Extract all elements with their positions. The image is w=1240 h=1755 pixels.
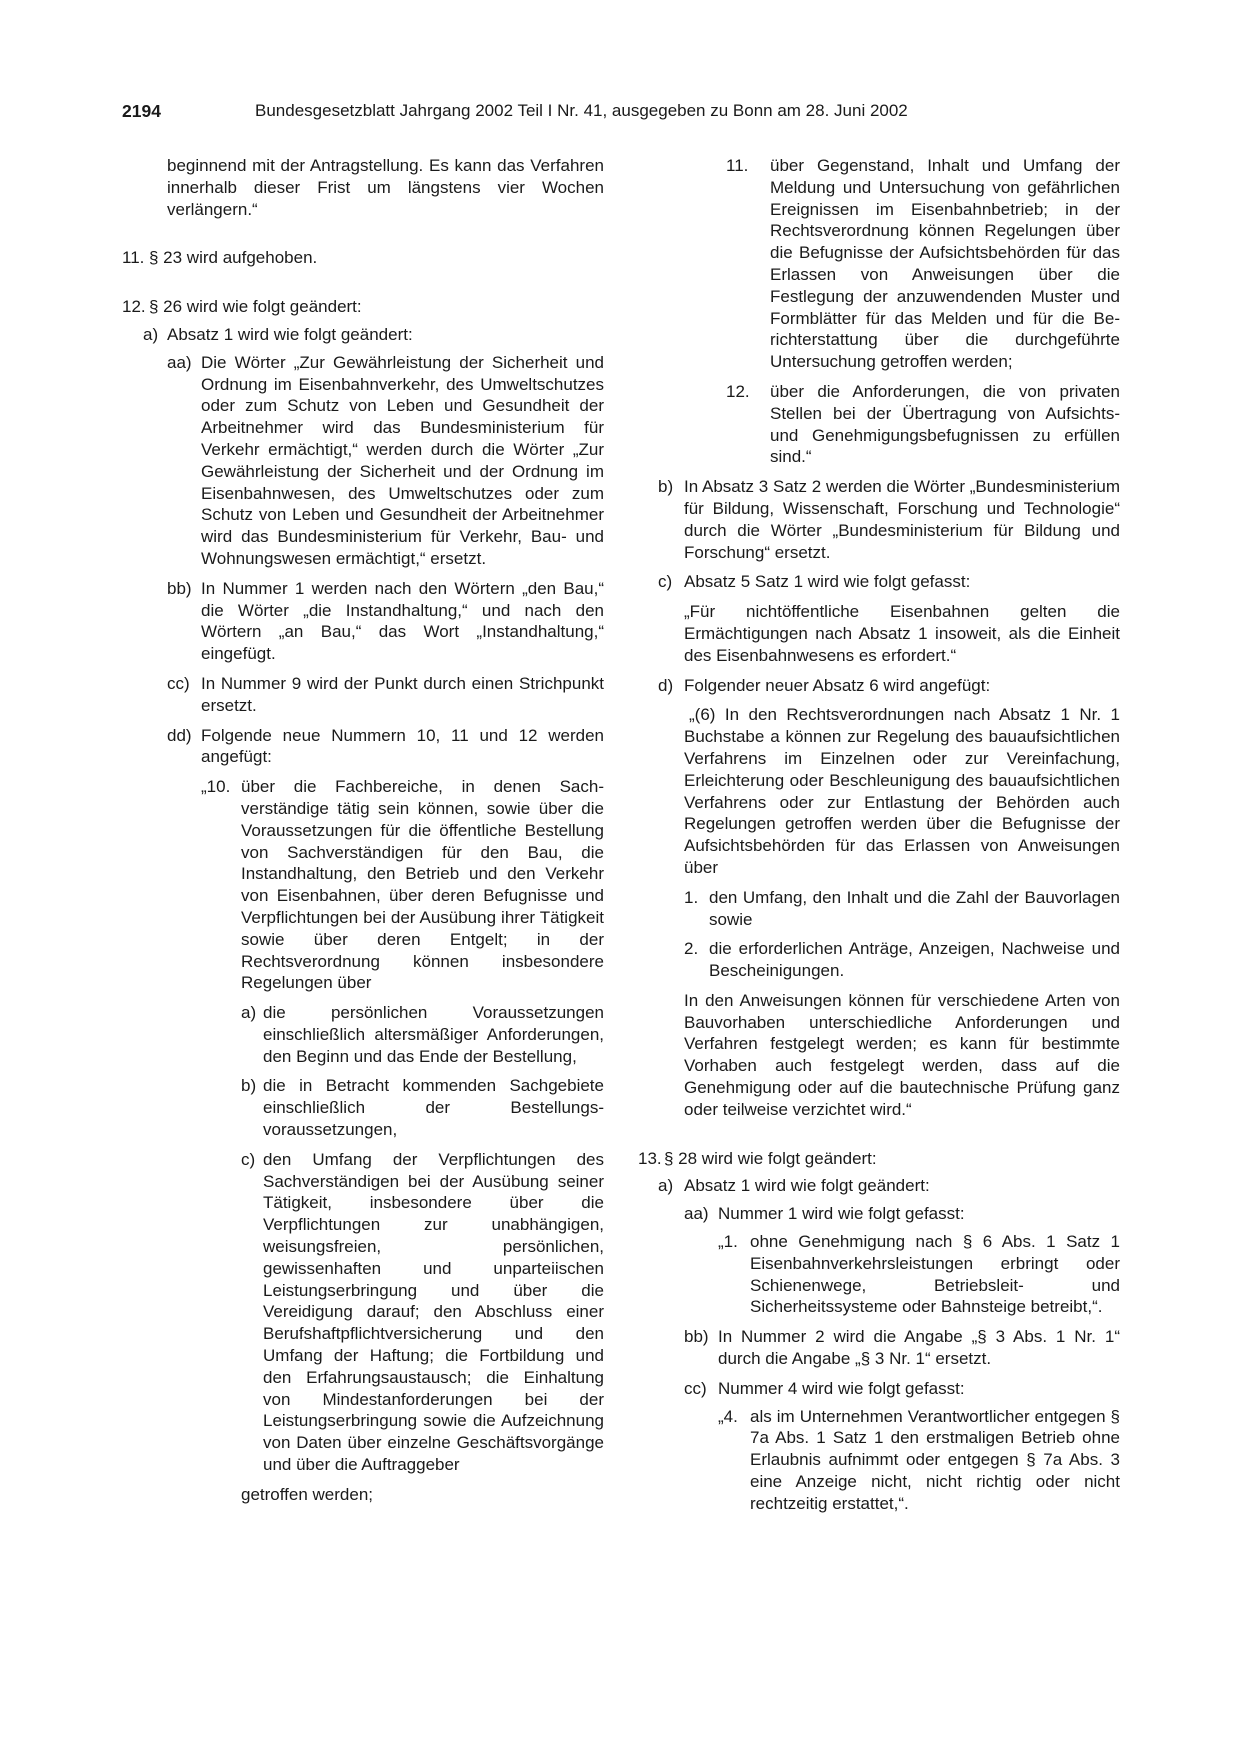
sub-item-a — [658, 1175, 1120, 1197]
number-10-closing: getroffen werden; — [241, 1484, 373, 1504]
item-letter: b) — [241, 1076, 257, 1096]
item-letter: aa) — [684, 1204, 709, 1224]
list-item-11 — [122, 247, 604, 269]
item-text: die erforderlichen Anträge, Anzeigen, Nachweise und Bescheinigungen. — [709, 939, 1120, 981]
item-number: 11. — [122, 248, 145, 268]
sub-item-dd — [167, 725, 604, 769]
number-10-c — [241, 1149, 604, 1476]
item-text: § 23 wird aufgehoben. — [149, 248, 318, 268]
item-number: 12. — [122, 297, 146, 317]
item-text: In Nummer 1 werden nach den Wörtern „den Bau,“ die Wörter „die Instandhaltung,“ und nach den Wörtern „an Bau,“ das Wort „Instandhaltung,“ eingefügt. — [201, 578, 604, 664]
item-text: die persönlichen Voraussetzungen einschließlich altersmäßiger Anforderungen, den Beginn und das Ende der Bestellung, — [263, 1003, 604, 1066]
page-header — [122, 101, 1122, 125]
sub-item-cc — [684, 1378, 1120, 1400]
item-number: 12. — [726, 381, 750, 401]
item-text: über Gegenstand, Inhalt und Umfang der Meldung und Untersuchung von gefährlichen Ereignissen im Eisenbahnbetrieb; in der Rechtsverordnung können Regelungen über die Befugnisse der Aufsichtsbehörden für das Erlassen von Anweisungen über die Festlegung der anzuwendenden Muster und Formblätter für das Melden und für die Berichterstattung über die durchgeführte Untersuchung getroffen werden; — [770, 156, 1120, 372]
item-letter: c) — [658, 572, 673, 592]
header-title: Bundesgesetzblatt Jahrgang 2002 Teil I Nr. 41, ausgegeben zu Bonn am 28. Juni 2002 — [255, 101, 908, 120]
item-number: „10. — [201, 777, 231, 797]
item-text: Die Wörter „Zur Gewährleistung der Sicherheit und Ordnung im Eisenbahnverkehr, des Umweltschutzes oder zum Schutz von Leben und Gesundheit der Arbeitnehmer wird das Bundesministerium für Verkehr ermächtigt,“ werden durch die Wörter „Zur Gewährleistung der Sicherheit und der Ordnung im Eisenbahnwesen, des Umweltschutzes oder zum Schutz von Leben und Gesundheit der Arbeitnehmer wird das Bundesministerium für Verkehr, Bau- und Wohnungswesen ermächtigt,“ ersetzt. — [201, 352, 604, 568]
item-number: „1. — [718, 1232, 738, 1252]
item-letter: b) — [658, 477, 674, 497]
sub-item-aa — [684, 1203, 1120, 1225]
number-11 — [726, 155, 1120, 373]
item-letter: cc) — [167, 673, 190, 693]
item-text: In Nummer 9 wird der Punkt durch einen Strichpunkt ersetzt. — [201, 673, 604, 715]
item-text: über die Fachbereiche, in denen Sachverständige tätig sein können, sowie über die Voraussetzungen für die öffentliche Bestellung von Sachverständigen für den Bau, die Instandhaltung, den Betrieb und den Verkehr von Eisenbahnen, über deren Befugnisse und Verpflichtungen bei der Ausübung ihrer Tätigkeit sowie über deren Entgelt; in der Rechtsverordnung können insbesondere Regelungen über — [241, 777, 604, 993]
item-number: 2. — [684, 939, 699, 959]
item-text: Nummer 1 wird wie folgt gefasst: — [718, 1204, 965, 1224]
list-item-13 — [638, 1148, 1120, 1170]
item-text: Absatz 5 Satz 1 wird wie folgt gefasst: — [684, 572, 971, 592]
item-number: „4. — [718, 1406, 738, 1426]
sub-item-cc — [167, 673, 604, 717]
item-text: § 26 wird wie folgt geändert: — [149, 297, 362, 317]
closing-paragraph: In den Anweisungen können für verschiedene Arten von Bauvorhaben unterschiedliche Anforderungen und Verfahren festgelegt werden; es kann für bestimmte Vorhaben auch festgelegt werden, dass auf die Genehmigung oder auf die bautechnische Prüfung ganz oder teilweise verzichtet wird.“ — [684, 990, 1120, 1119]
list-item-2 — [684, 938, 1120, 982]
item-letter: d) — [658, 675, 674, 695]
continuation-paragraph: beginnend mit der Antragstellung. Es kann das Verfahren innerhalb dieser Frist um längstens vier Wochen verlängern.“ — [167, 156, 604, 219]
item-text: die in Betracht kommenden Sachgebiete einschließlich der Bestellungsvoraussetzungen, — [263, 1076, 604, 1140]
item-letter: dd) — [167, 725, 192, 745]
item-text: Absatz 1 wird wie folgt geändert: — [684, 1176, 930, 1196]
item-number: 1. — [684, 887, 699, 907]
list-item-1 — [684, 887, 1120, 931]
list-item-12 — [122, 296, 604, 318]
item-text: Nummer 4 wird wie folgt gefasst: — [718, 1378, 965, 1398]
item-number: 13. — [638, 1148, 662, 1168]
page-number: 2194 — [122, 101, 161, 121]
item-text: In Nummer 2 wird die Angabe „§ 3 Abs. 1 Nr. 1“ durch die Angabe „§ 3 Nr. 1“ ersetzt. — [718, 1327, 1120, 1369]
left-column — [122, 155, 604, 1506]
item-text: ohne Genehmigung nach § 6 Abs. 1 Satz 1 Eisenbahnverkehrsleistungen erbringt oder Schienenwege, Betriebsleit- und Sicherheitssysteme oder Bahnsteige betreibt,“. — [750, 1232, 1120, 1317]
item-text: Folgende neue Nummern 10, 11 und 12 werden angefügt: — [201, 725, 604, 767]
sub-item-bb — [167, 578, 604, 665]
item-text: den Umfang, den Inhalt und die Zahl der Bauvorlagen sowie — [709, 887, 1120, 929]
quoted-number-1 — [718, 1231, 1120, 1318]
sub-item-bb — [684, 1326, 1120, 1370]
item-text: Folgender neuer Absatz 6 wird angefügt: — [684, 675, 991, 695]
quote-paragraph: „Für nichtöffentliche Eisenbahnen gelten die Ermächtigungen nach Absatz 1 insoweit, als die Einheit des Eisenbahnwesens es erfordert.“ — [684, 602, 1120, 665]
item-letter: a) — [241, 1003, 257, 1023]
item-text: über die Anforderungen, die von privaten Stellen bei der Übertragung von Aufsichts- und Genehmigungsbefugnissen zu erfüllen sind.“ — [770, 381, 1120, 467]
item-text: Absatz 1 wird wie folgt geändert: — [167, 324, 413, 344]
item-number: 11. — [726, 156, 749, 175]
item-text: § 28 wird wie folgt geändert: — [664, 1148, 877, 1168]
item-text: In Absatz 3 Satz 2 werden die Wörter „Bundesministerium für Bildung, Wissenschaft, Forschung und Technologie“ durch die Wörter „Bundesministerium für Bildung und Forschung“ ersetzt. — [684, 477, 1120, 562]
number-12 — [726, 381, 1120, 468]
item-text: als im Unternehmen Verantwortlicher entgegen § 7a Abs. 1 Satz 1 den erstmaligen Betrieb ohne Erlaubnis aufnimmt oder entgegen § 7a Abs. 3 eine Anzeige nicht, nicht richtig oder nicht rechtzeitig erstattet,“. — [750, 1406, 1120, 1513]
quote-paragraph: „(6) In den Rechtsverordnungen nach Absatz 1 Nr. 1 Buchstabe a können zur Regelung des bauaufsichtlichen Verfahrens im Einzelnen oder zur Vereinfachung, Erleichterung oder Beschleunigung des bauaufsichtlichen Verfahrens oder zur Entlastung der Behörden auch Regelungen getroffen werden über die Befugnisse der Aufsichtsbehörden für das Erlassen von Anweisungen über — [684, 705, 1120, 877]
item-letter: cc) — [684, 1378, 707, 1398]
number-10-a — [241, 1002, 604, 1067]
item-letter: bb) — [684, 1327, 709, 1347]
sub-item-a — [143, 324, 604, 346]
sub-item-c — [658, 571, 1120, 593]
item-letter: c) — [241, 1149, 256, 1169]
right-column — [638, 155, 1120, 1515]
item-letter: bb) — [167, 578, 192, 598]
quoted-number-4 — [718, 1406, 1120, 1515]
item-letter: a) — [143, 324, 159, 344]
item-letter: aa) — [167, 352, 192, 372]
number-10 — [201, 776, 604, 994]
sub-item-d — [658, 675, 1120, 697]
sub-item-b — [658, 476, 1120, 563]
item-text: den Umfang der Verpflichtungen des Sachverständigen bei der Ausübung seiner Tätigkeit, insbesondere über die Verpflichtungen zur unabhängigen, weisungsfreien, persönlichen, gewissenhaften und unparteiischen Leistungserbringung und über die Vereidigung darauf; den Abschluss einer Berufshaftpflichtversicherung und den Umfang der Haftung; die Fortbildung und den Erfahrungsaustausch; die Einhaltung von Mindestanforderungen bei der Leistungserbringung sowie die Aufzeichnung von Daten über einzelne Geschäftsvorgänge und über die Auftraggeber — [263, 1149, 604, 1475]
sub-item-aa — [167, 352, 604, 570]
number-10-b — [241, 1075, 604, 1140]
item-letter: a) — [658, 1176, 674, 1196]
